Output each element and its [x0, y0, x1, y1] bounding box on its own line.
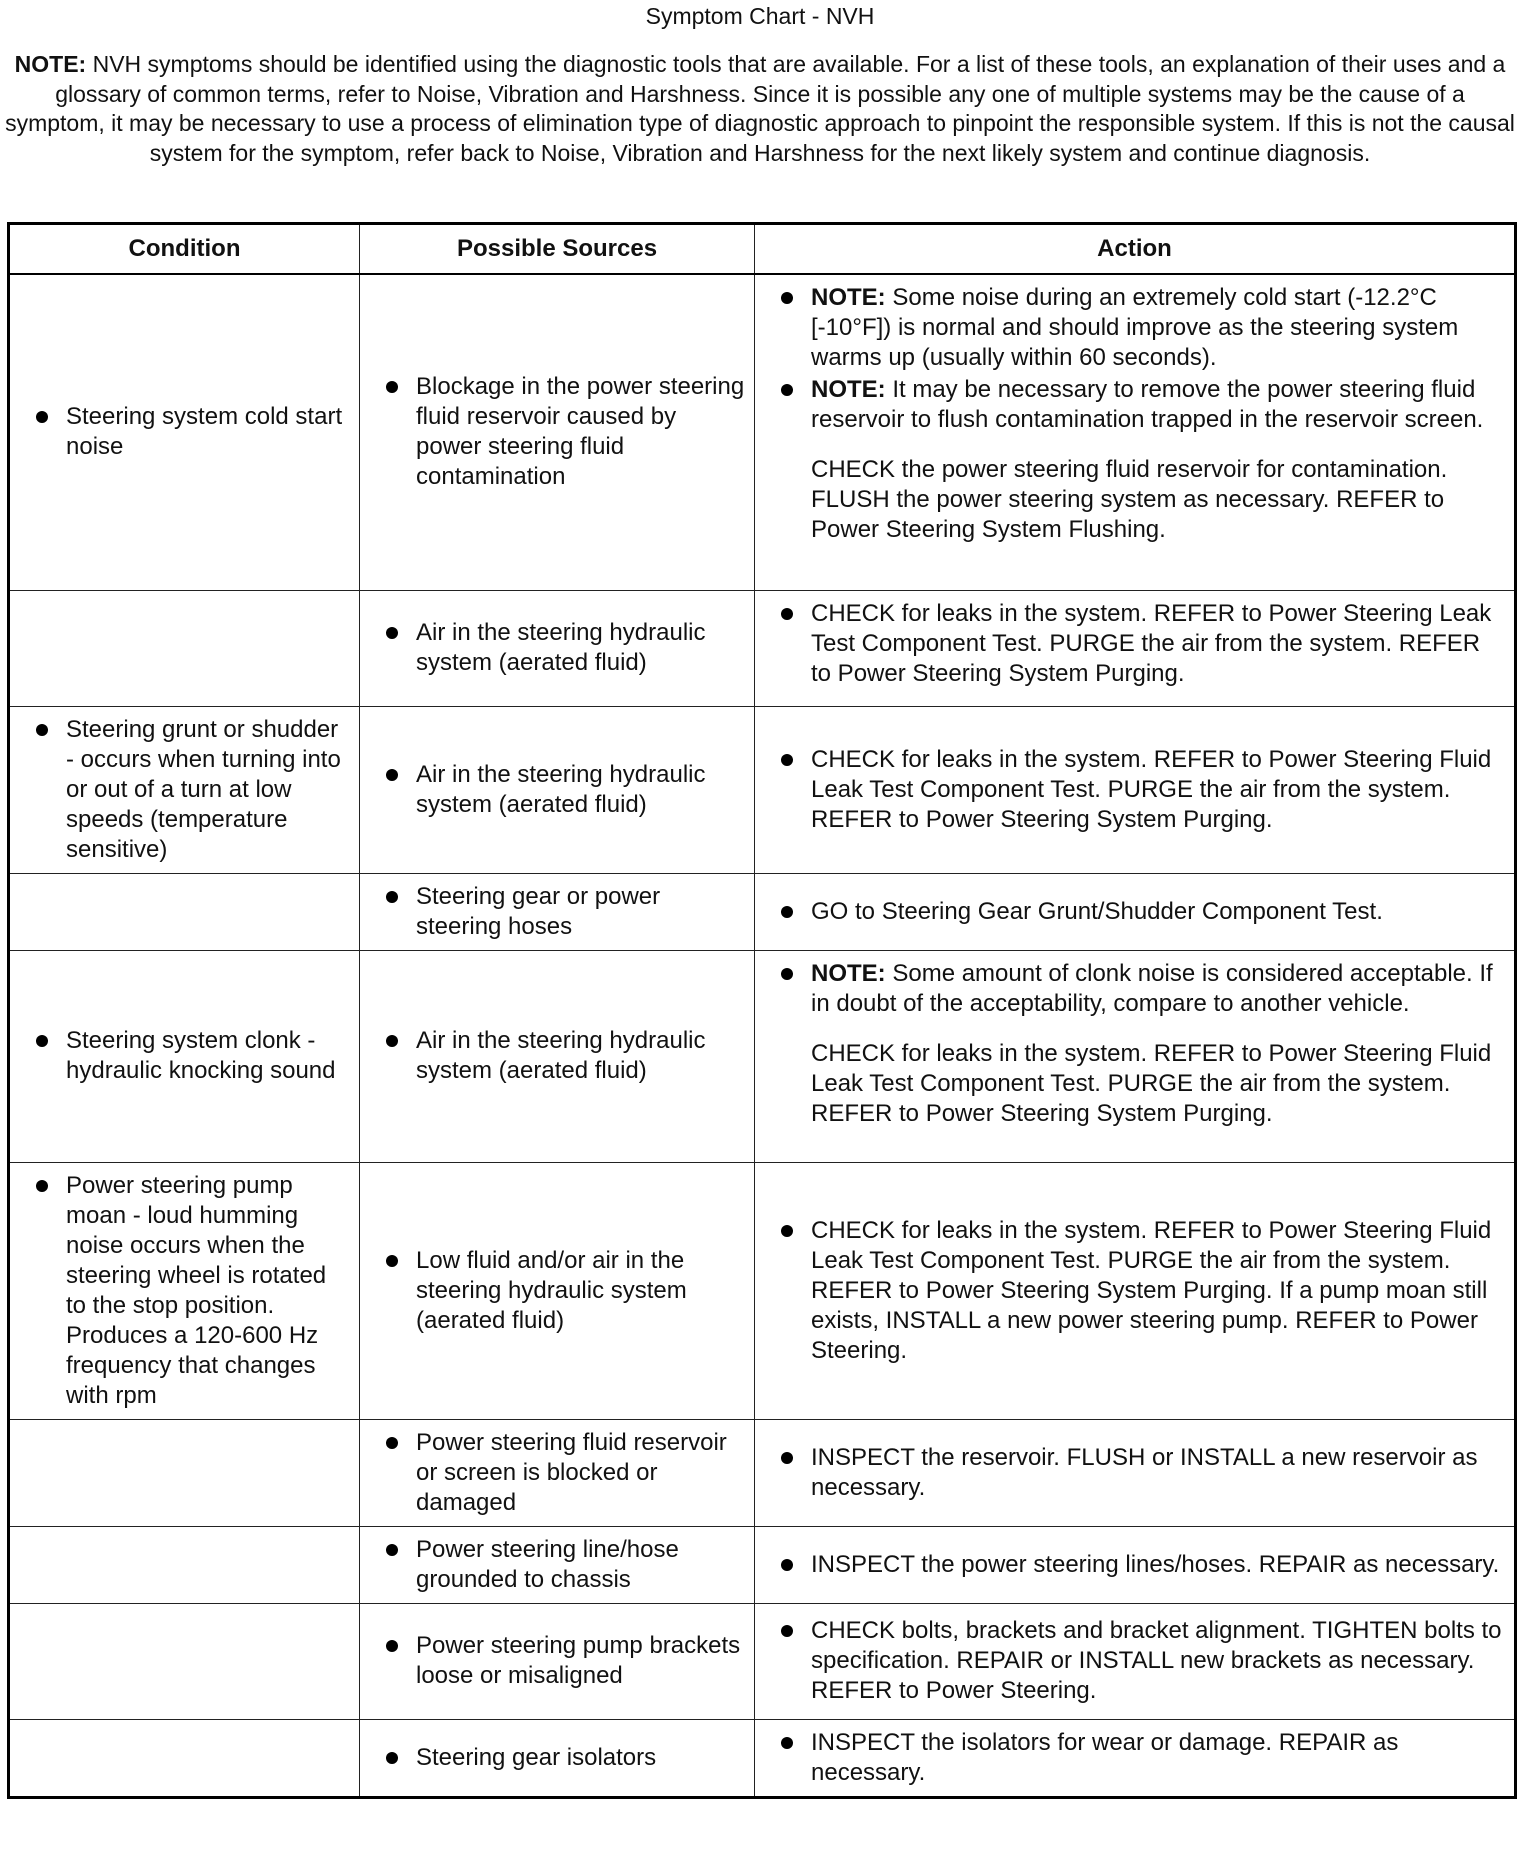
table-row	[9, 950, 1516, 1162]
action-cell	[755, 275, 1514, 553]
source-cell: Low fluid and/or air in the steering hydraulic system (aerated fluid)	[360, 1238, 754, 1344]
table-row	[9, 590, 1516, 706]
condition-cell-empty	[9, 1603, 360, 1719]
note-label: NOTE:	[14, 51, 87, 77]
note-text: NVH symptoms should be identified using the diagnostic tools that are available. For a list of these tools, an explanation of their uses and a glossary of common terms, refer to Noise, Vibration and Harshness. Since it is possible any one of multiple systems may be the cause of a symptom, it may be necessary to use a process of elimination type of diagnostic approach to pinpoint the responsible system. If this is not the causal system for the symptom, refer back to Noise, Vibration and Harshness for the next likely system and continue diagnosis.	[5, 51, 1515, 166]
condition-cell-empty	[9, 873, 360, 950]
table-row	[9, 1719, 1516, 1797]
action-cell: GO to Steering Gear Grunt/Shudder Component Test.	[755, 889, 1514, 935]
condition-cell-empty	[9, 590, 360, 706]
source-cell: Power steering pump brackets loose or misaligned	[360, 1623, 754, 1699]
condition-cell: Steering grunt or shudder - occurs when turning into or out of a turn at low speeds (temperature sensitive)	[10, 707, 359, 873]
source-cell: Air in the steering hydraulic system (aerated fluid)	[360, 610, 754, 686]
intro-note	[4, 50, 1516, 168]
action-text: CHECK the power steering fluid reservoir for contamination. FLUSH the power steering system as necessary. REFER to Power Steering System Flushing.	[811, 456, 1448, 543]
action-note: NOTE: Some noise during an extremely cold start (-12.2°C [-10°F]) is normal and should improve as the steering system warms up (usually within 60 seconds).	[811, 283, 1506, 373]
table-row	[9, 1162, 1516, 1419]
action-cell	[755, 951, 1514, 1137]
symptom-table	[7, 222, 1517, 1799]
table-row	[9, 274, 1516, 590]
source-cell: Air in the steering hydraulic system (aerated fluid)	[360, 752, 754, 828]
action-note: NOTE: It may be necessary to remove the power steering fluid reservoir to flush contamination trapped in the reservoir screen.	[811, 375, 1506, 435]
source-cell: Air in the steering hydraulic system (aerated fluid)	[360, 1018, 754, 1094]
page-title: Symptom Chart - NVH	[645, 3, 875, 29]
action-cell: INSPECT the isolators for wear or damage. REPAIR as necessary.	[755, 1720, 1514, 1796]
condition-cell-empty	[9, 1419, 360, 1526]
table-row	[9, 873, 1516, 950]
source-cell: Steering gear isolators	[360, 1735, 754, 1781]
action-cell: CHECK for leaks in the system. REFER to Power Steering Leak Test Component Test. PURGE the air from the system. REFER to Power Steering System Purging.	[755, 591, 1514, 697]
condition-cell-empty	[9, 1526, 360, 1603]
action-cell: INSPECT the power steering lines/hoses. REPAIR as necessary.	[755, 1542, 1514, 1588]
source-cell: Blockage in the power steering fluid reservoir caused by power steering fluid contamination	[360, 364, 754, 500]
source-cell: Power steering line/hose grounded to chassis	[360, 1527, 754, 1603]
table-row	[9, 706, 1516, 873]
header-row	[9, 224, 1516, 275]
table-row	[9, 1603, 1516, 1719]
condition-cell: Steering system clonk - hydraulic knocking sound	[10, 1018, 359, 1094]
action-note: NOTE: Some amount of clonk noise is considered acceptable. If in doubt of the acceptability, compare to another vehicle.	[811, 959, 1506, 1019]
header-condition: Condition	[9, 224, 360, 275]
source-cell: Steering gear or power steering hoses	[360, 874, 754, 950]
table-row	[9, 1419, 1516, 1526]
condition-cell-empty	[9, 1719, 360, 1797]
table-row	[9, 1526, 1516, 1603]
source-cell: Power steering fluid reservoir or screen is blocked or damaged	[360, 1420, 754, 1526]
action-cell: CHECK bolts, brackets and bracket alignment. TIGHTEN bolts to specification. REPAIR or INSTALL new brackets as necessary. REFER to Power Steering.	[755, 1608, 1514, 1714]
action-text: CHECK for leaks in the system. REFER to Power Steering Fluid Leak Test Component Test. PURGE the air from the system. REFER to Power Steering System Purging.	[811, 1039, 1492, 1127]
header-action: Action	[755, 224, 1516, 275]
condition-cell: Power steering pump moan - loud humming noise occurs when the steering wheel is rotated to the stop position. Produces a 120-600 Hz frequency that changes with rpm	[10, 1163, 359, 1419]
header-sources: Possible Sources	[360, 224, 755, 275]
action-cell: CHECK for leaks in the system. REFER to Power Steering Fluid Leak Test Component Test. PURGE the air from the system. REFER to Power Steering System Purging. If a pump moan still exists, INSTALL a new power steering pump. REFER to Power Steering.	[755, 1208, 1514, 1374]
action-cell: INSPECT the reservoir. FLUSH or INSTALL a new reservoir as necessary.	[755, 1435, 1514, 1511]
action-cell: CHECK for leaks in the system. REFER to Power Steering Fluid Leak Test Component Test. PURGE the air from the system. REFER to Power Steering System Purging.	[755, 737, 1514, 843]
condition-cell: Steering system cold start noise	[10, 394, 359, 470]
